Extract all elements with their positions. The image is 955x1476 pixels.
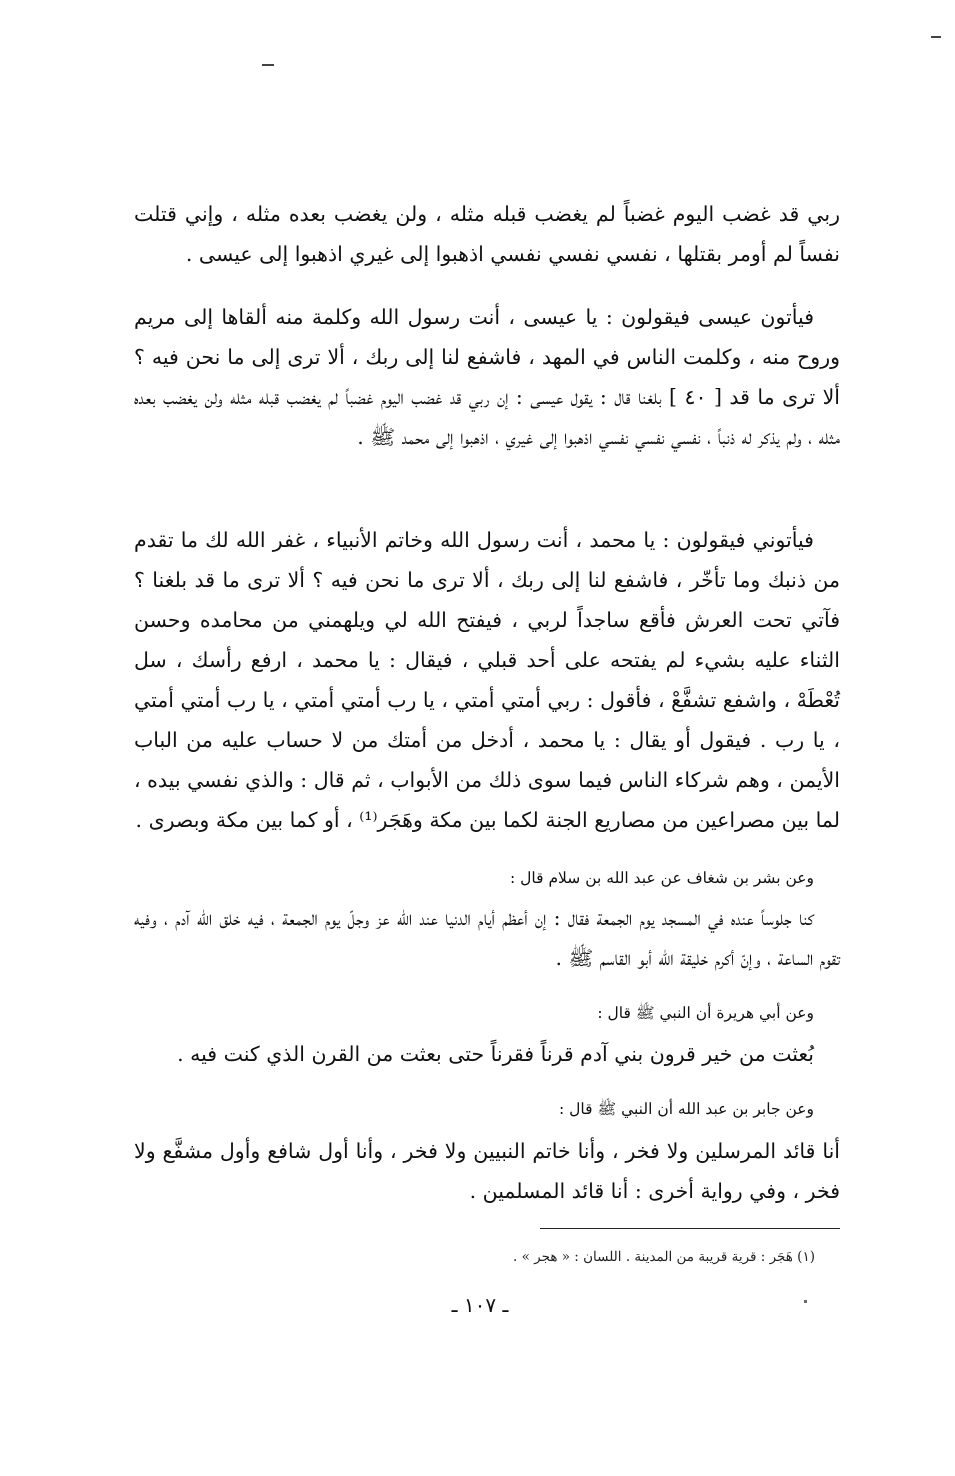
page-number: ـ ١٠٧ ـ: [451, 1293, 509, 1317]
paragraph-isa: فيأتون عيسى فيقولون : يا عيسى ، أنت رسول الله وكلمة منه ألقاها إلى مريم وروح منه ، وكلمت الناس في المهد ، فاشفع لنا إلى ربك ، ألا ترى إلى ما نحن فيه ؟ ألا ترى ما قد [ ٤٠ ] بلغنا قال : يقول عيسى : إن ربي قد غضب اليوم غضباً لم يغضب قبله مثله ولن يغضب بعده مثله ، ولم يذكر له ذنباً ، نفسي نفسي نفسي اذهبوا إلى غيري ، اذهبوا إلى محمد ﷺ .: [134, 305, 840, 449]
isnad-bishr: وعن بشر بن شغاف عن عبد الله بن سلام قال :: [509, 869, 814, 887]
hadith-friday: كنا جلوساً عنده في المسجد يوم الجمعة فقال : إن أعظم أيام الدنيا عند الله عز وجلّ يوم الجمعة ، فيه خلق الله آدم ، وفيه تقوم الساعة ، وإنّ أكرم خليقة الله أبو القاسم ﷺ .: [134, 906, 840, 970]
scan-mark: [931, 36, 941, 38]
paragraph-continuation: ربي قد غضب اليوم غضباً لم يغضب قبله مثله ، ولن يغضب بعده مثله ، وإني قتلت نفساً لم أومر بقتلها ، نفسي نفسي نفسي اذهبوا إلى غيري اذهبوا إلى عيسى .: [134, 202, 840, 266]
footnote-divider: [540, 1228, 840, 1229]
scan-mark: [804, 1300, 807, 1303]
hadith-leader-of-messengers: أنا قائد المرسلين ولا فخر ، وأنا خاتم النبيين ولا فخر ، وأنا أول شافع وأول مشفَّع ولا فخر ، وفي رواية أخرى : أنا قائد المسلمين .: [134, 1139, 840, 1203]
scan-mark: [262, 64, 274, 66]
paragraph-muhammad: فيأتوني فيقولون : يا محمد ، أنت رسول الله وخاتم الأنبياء ، غفر الله لك ما تقدم من ذنبك وما تأخّر ، فاشفع لنا إلى ربك ، ألا ترى ما نحن فيه ؟ ألا ترى ما قد بلغنا ؟ فآتي تحت العرش فأقع ساجداً لربي ، فيفتح الله لي ويلهمني من محامده وحسن الثناء عليه بشيء لم يفتحه على أحد قبلي ، فيقال : يا محمد ، ارفع رأسك ، سل تُعْطَهْ ، واشفع تشفَّعْ ، فأقول : ربي أمتي أمتي ، يا رب أمتي أمتي ، يا رب أمتي أمتي ، يا رب . فيقول أو يقال : يا محمد ، أدخل من أمتك من لا حساب عليه من الباب الأيمن ، وهم شركاء الناس فيما سوى ذلك من الأبواب ، ثم قال : والذي نفسي بيده ، لما بين مصراعين من مصاريع الجنة لكما بين مكة وهَجَر⁽¹⁾ ، أو كما بين مكة وبصرى .: [134, 528, 840, 832]
isnad-jabir: وعن جابر بن عبد الله أن النبي ﷺ قال :: [558, 1100, 814, 1118]
hadith-best-generations: بُعثت من خير قرون بني آدم قرناً فقرناً حتى بعثت من القرن الذي كنت فيه .: [177, 1042, 814, 1066]
footnote: (١) هَجَر : قرية قريبة من المدينة . اللسان : « هجر » .: [513, 1249, 815, 1265]
isnad-abu-hurayra: وعن أبي هريرة أن النبي ﷺ قال :: [597, 1004, 814, 1022]
